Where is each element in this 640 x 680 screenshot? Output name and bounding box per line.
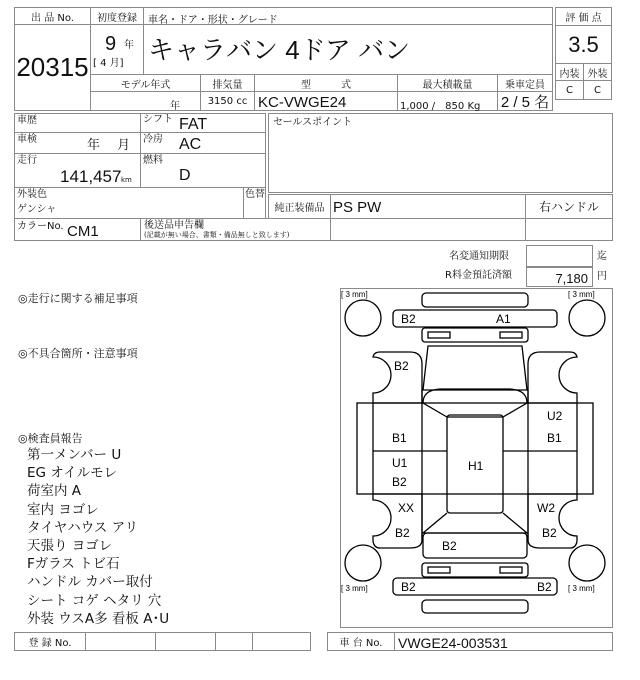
- color-label: 外装色: [17, 189, 47, 200]
- reg-no-cell-2: [155, 632, 216, 651]
- color-change-cell: [243, 187, 266, 219]
- car-name-cell: [143, 24, 553, 75]
- color-change-label: 色替: [245, 189, 265, 200]
- car-name-label: 車名・ドア・形状・グレード: [143, 7, 553, 25]
- inspector-item: シート コゲ ヘタリ 穴: [27, 592, 162, 609]
- ac-cell: [140, 132, 266, 154]
- score-label: 評 価 点: [555, 7, 612, 26]
- lot-no-label: 出 品 No.: [14, 7, 91, 25]
- color-no-value: CM1: [67, 223, 99, 240]
- mileage-value: 141,457: [60, 167, 122, 186]
- inspector-items: [27, 446, 169, 628]
- mileage-unit: km: [121, 176, 132, 184]
- inspector-item: 天張り ヨゴレ: [27, 538, 113, 555]
- equipment-label: 純正装備品: [268, 194, 331, 219]
- model-year-value: 年: [90, 91, 201, 111]
- later-items-cell: [140, 218, 331, 241]
- defects-label: ◎不具合箇所・注意事項: [18, 347, 138, 360]
- interior-label: 内装: [555, 63, 584, 81]
- color-no-cell: [14, 218, 141, 241]
- blank-cell: [525, 218, 613, 241]
- mark-roof: H1: [468, 459, 484, 473]
- inspector-item: Fガラス トビ石: [27, 556, 120, 573]
- front-panel: [422, 293, 528, 307]
- hood: [423, 346, 527, 390]
- mileage-label: 走行: [17, 155, 37, 166]
- tire-rear-right: [569, 545, 605, 581]
- sales-point-label: セールスポイント: [273, 117, 353, 128]
- damage-diagram: [340, 288, 613, 628]
- capacity-label: 乗車定員: [497, 74, 553, 92]
- inspection-label: 車検: [17, 134, 37, 145]
- lot-no: 20315: [14, 24, 91, 111]
- model-year-label: モデル年式: [90, 74, 201, 92]
- front-bumper: [393, 310, 557, 327]
- mark-left-front-door: B1: [392, 431, 407, 445]
- tire-depth-rl: [ 3 mm]: [341, 584, 368, 593]
- equipment-value: PS PW: [330, 194, 526, 219]
- score-value: 3.5: [555, 25, 612, 64]
- fuel-label: 燃料: [143, 155, 163, 166]
- reg-no-cell-1: [85, 632, 156, 651]
- recycle-label: R料金預託済額: [445, 270, 512, 281]
- color-no-label: カラーNo.: [17, 221, 64, 232]
- displacement-value: 3150 cc: [200, 91, 255, 111]
- mark-left-rear-b: B2: [392, 475, 407, 489]
- name-change-suffix: 迄: [597, 251, 607, 262]
- later-items-note: (記載が無い場合、書類・備品無しと致します): [144, 231, 290, 239]
- shift-value: FAT: [179, 116, 208, 133]
- ac-value: AC: [179, 136, 202, 153]
- rear-window: [423, 513, 527, 533]
- first-reg-month: [ 4 月]: [93, 58, 124, 69]
- tire-rear-left: [345, 545, 381, 581]
- capacity-value: 2 / 5 名: [497, 91, 553, 111]
- history-cell: [14, 113, 141, 133]
- mark-front-bumper-right: A1: [496, 312, 511, 326]
- driving-notes-label: ◎走行に関する補足事項: [18, 292, 138, 305]
- color-value: ゲンシャ: [17, 204, 57, 215]
- inspector-item: EG オイルモレ: [27, 465, 118, 482]
- interior-score: C: [555, 80, 584, 100]
- name-change-label: 名変通知期限: [449, 251, 509, 262]
- fuel-cell: [140, 153, 266, 188]
- mark-left-rear-u: U1: [392, 456, 408, 470]
- taillight-left: [428, 567, 450, 573]
- mark-back-door: B2: [442, 539, 457, 553]
- inspector-item: 荷室内 A: [27, 483, 82, 500]
- color-cell: [14, 187, 244, 219]
- steering-value: 右ハンドル: [525, 194, 613, 219]
- mark-right-rear-quarter-top: W2: [537, 501, 555, 515]
- recycle-unit: 円: [597, 271, 607, 282]
- tire-front-left: [345, 300, 381, 336]
- max-load-value: 1,000 / 850 Kg: [397, 91, 498, 111]
- chassis-no: VWGE24-003531: [394, 632, 613, 651]
- headlight-right: [500, 332, 522, 338]
- back-door: [423, 533, 527, 558]
- inspector-item: タイヤハウス アリ: [27, 519, 139, 536]
- rear-bottom: [422, 600, 528, 613]
- mark-left-rear-quarter-bottom: B2: [395, 526, 410, 540]
- exterior-label: 外装: [583, 63, 612, 81]
- first-reg-cell: [90, 24, 144, 75]
- mark-left-rear-quarter-top: XX: [398, 501, 415, 515]
- tire-depth-fr: [ 3 mm]: [568, 290, 595, 299]
- headlight-left: [428, 332, 450, 338]
- reg-no-cell-4: [252, 632, 311, 651]
- max-load-label: 最大積載量: [397, 74, 498, 92]
- shift-cell: [140, 113, 266, 133]
- ac-label: 冷房: [143, 134, 163, 145]
- mark-front-bumper-left: B2: [401, 312, 416, 326]
- mark-right-front-b: B1: [547, 431, 562, 445]
- inspector-label: ◎検査員報告: [18, 432, 83, 445]
- rear-panel: [422, 563, 528, 577]
- front-right-fender: [528, 352, 577, 403]
- exterior-score: C: [583, 80, 612, 100]
- reg-no-cell-3: [215, 632, 253, 651]
- inspector-item: ハンドル カバー取付: [27, 574, 153, 591]
- recycle-value: 7,180: [526, 267, 593, 287]
- chassis-label: 車 台 No.: [327, 632, 395, 651]
- tire-front-right: [569, 300, 605, 336]
- inspector-item: 外装 ウスA多 看板 A･U: [27, 610, 170, 627]
- mark-front-left-fender: B2: [394, 359, 409, 373]
- mark-right-rear-quarter-bottom: B2: [542, 526, 557, 540]
- name-change-field: [526, 245, 593, 267]
- tire-depth-rr: [ 3 mm]: [568, 584, 595, 593]
- inspector-item: 第一メンバー U: [27, 447, 122, 463]
- inspection-cell: [14, 132, 141, 154]
- mark-right-front-u: U2: [547, 409, 563, 423]
- rear-bumper: [393, 578, 557, 595]
- taillight-right: [500, 567, 522, 573]
- shift-label: シフト: [143, 114, 173, 125]
- later-items-field[interactable]: [330, 218, 526, 241]
- reg-no-label: 登 録 No.: [14, 632, 86, 651]
- tire-depth-fl: [ 3 mm]: [341, 290, 368, 299]
- car-name: キャラバン 4ドア バン: [148, 35, 411, 65]
- mark-rear-bumper-left: B2: [401, 580, 416, 594]
- type-label: 型 式: [254, 74, 398, 92]
- displacement-label: 排気量: [200, 74, 255, 92]
- later-items-label: 後送品申告欄: [144, 220, 204, 231]
- mark-rear-bumper-right: B2: [537, 580, 552, 594]
- first-reg-label: 初度登録: [90, 7, 144, 25]
- fuel-value: D: [179, 167, 191, 184]
- front-grille: [422, 328, 528, 342]
- type-value: KC-VWGE24: [254, 91, 398, 111]
- history-label: 車歴: [17, 115, 37, 126]
- mileage-cell: [14, 153, 141, 188]
- sales-point-cell: [268, 113, 613, 193]
- year-unit: 年: [124, 40, 134, 51]
- inspector-item: 室内 ヨゴレ: [27, 501, 99, 518]
- first-reg-year: 9: [105, 33, 117, 55]
- inspection-value: 年 月: [87, 138, 131, 153]
